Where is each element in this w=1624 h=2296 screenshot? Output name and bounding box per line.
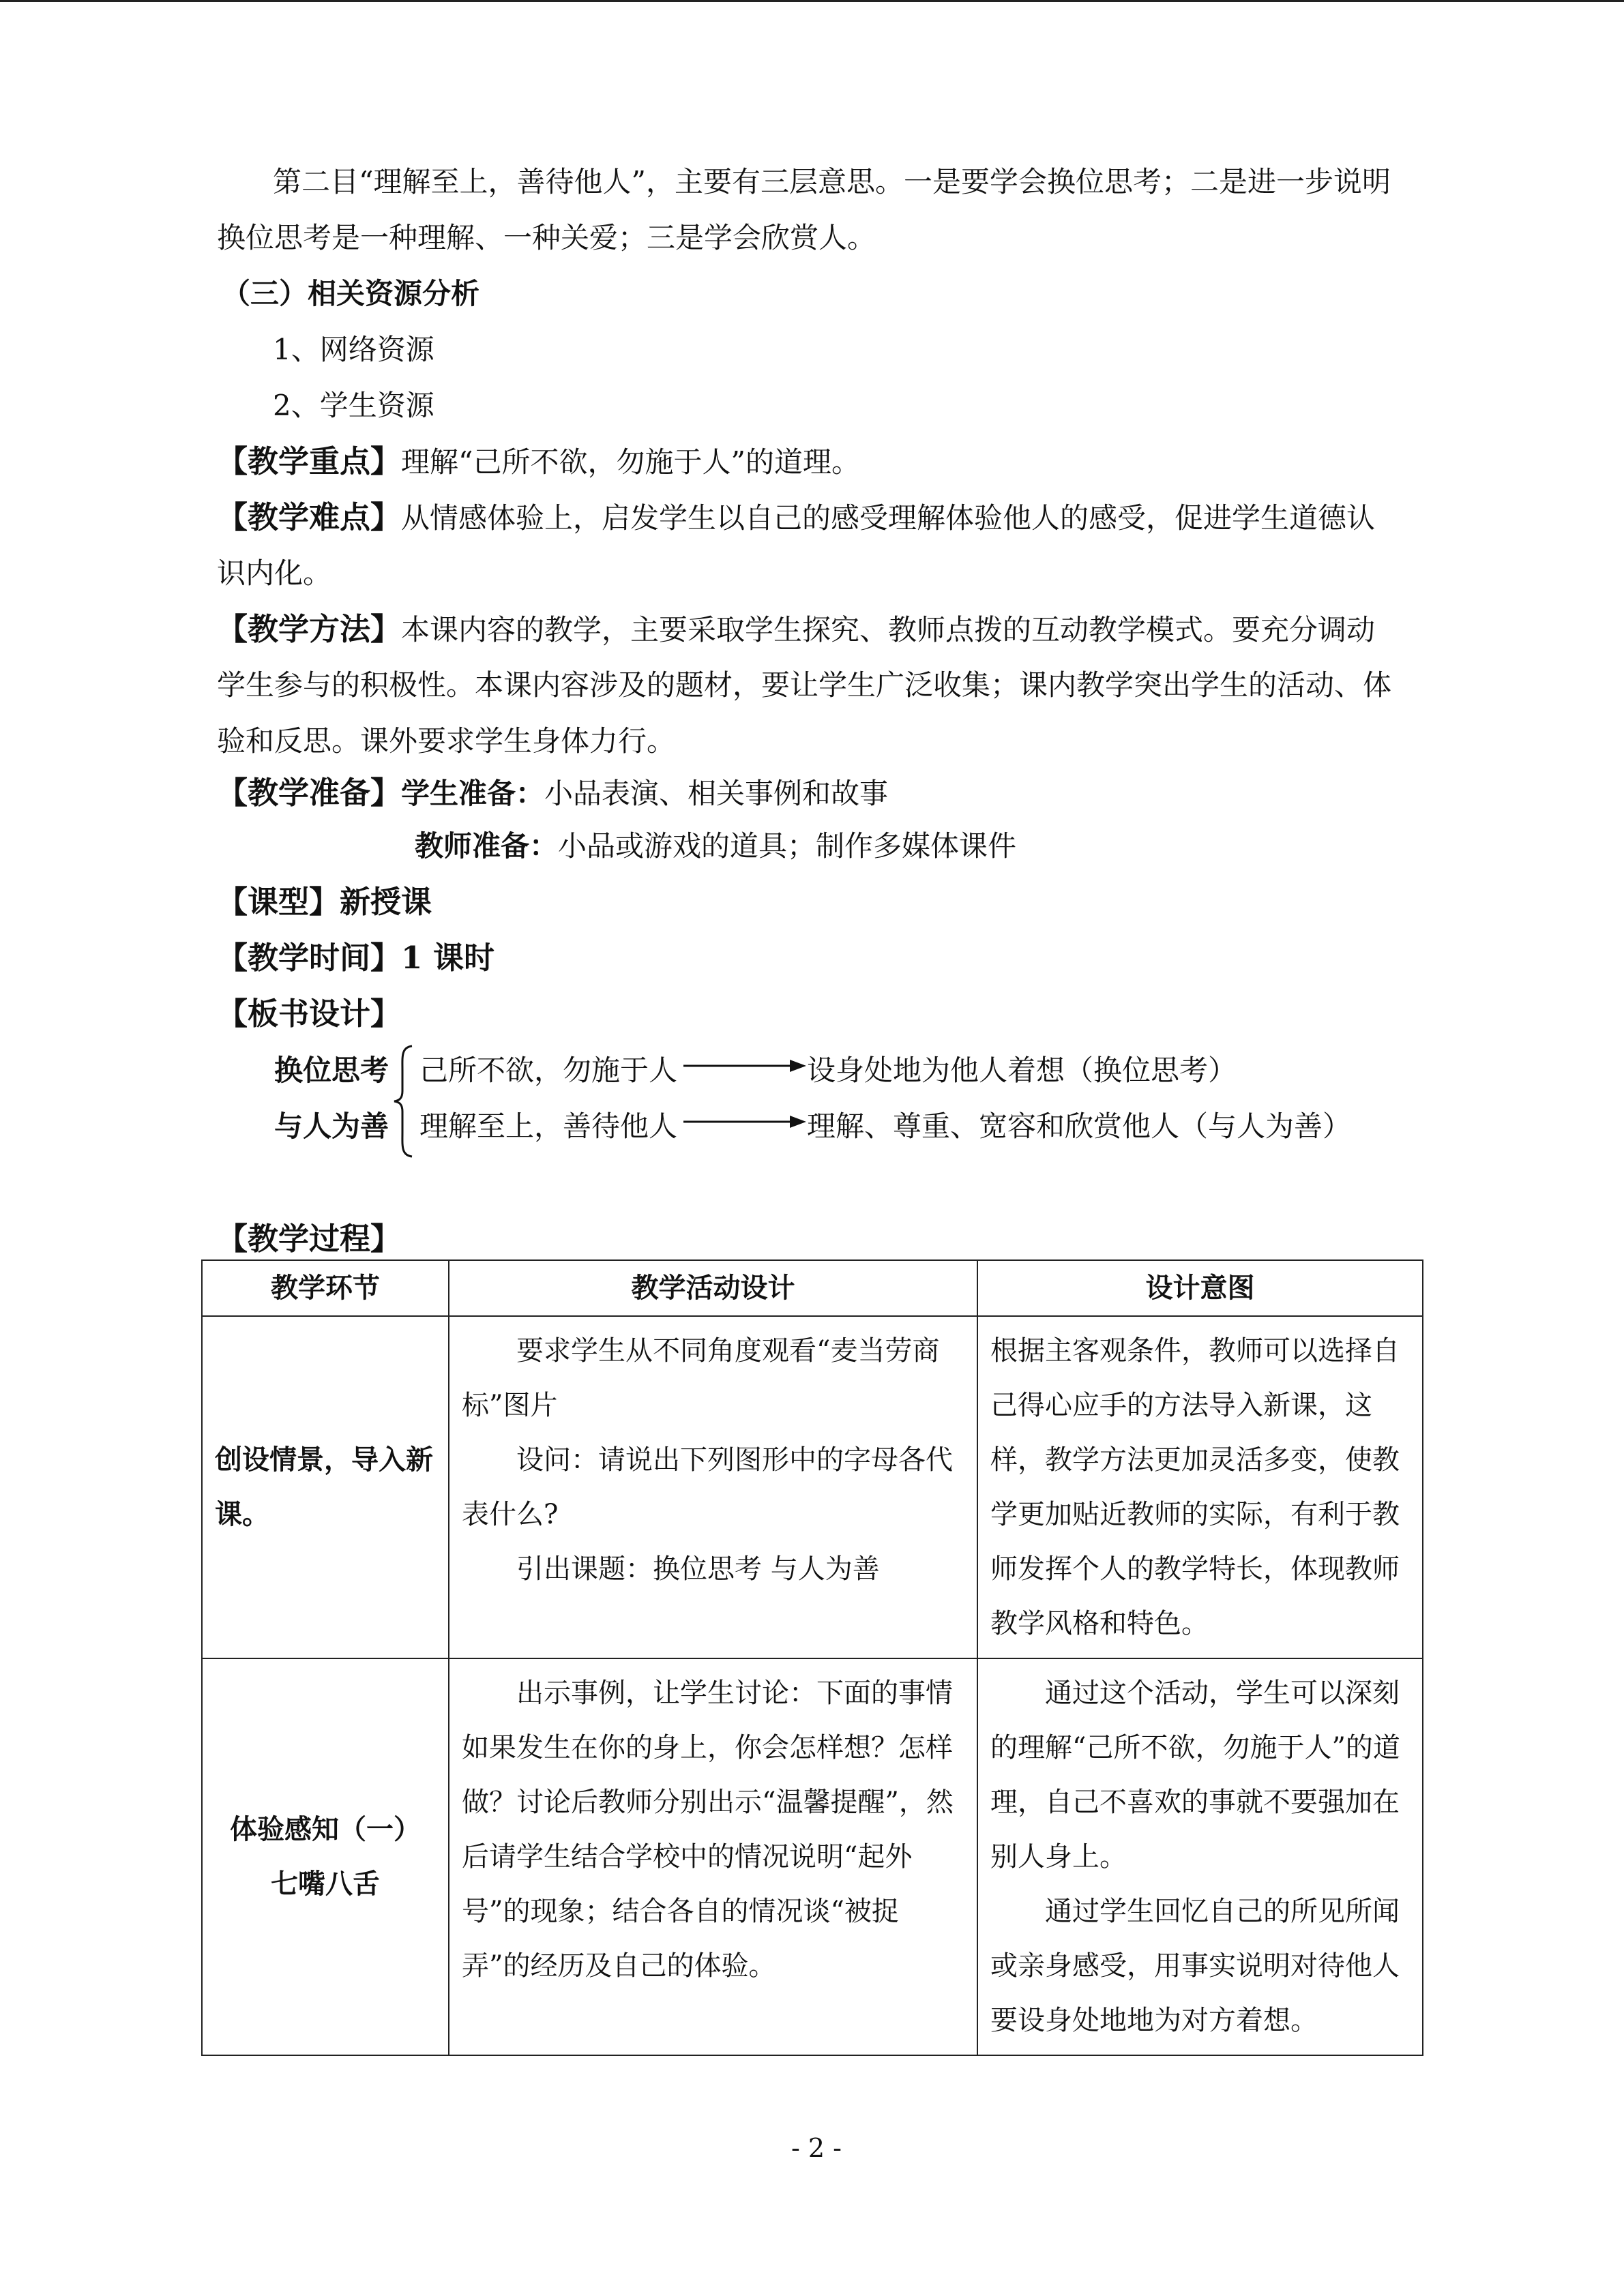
board-row1-mid: 己所不欲，勿施于人 (419, 1054, 678, 1087)
header-intent: 设计意图 (977, 1260, 1423, 1316)
board-left-2: 与人为善 (274, 1109, 389, 1143)
difficulty-text-1: 从情感体验上，启发学生以自己的感受理解体验他人的感受，促进学生道德认 (401, 501, 1376, 535)
arrow-right-icon (682, 1112, 808, 1132)
intent-paragraph: 根据主客观条件，教师可以选择自己得心应手的方法导入新课，这样，教学方法更加灵活多变，使教学更加贴近教师的实际，有利于教师发挥个人的教学特长，体现教师教学风格和特色。 (990, 1335, 1400, 1639)
prep-teacher-text: 小品或游戏的道具；制作多媒体课件 (558, 829, 1017, 863)
activity-cell (449, 1316, 977, 1658)
resource-item-network: 1、网络资源 (273, 333, 434, 366)
header-stage: 教学环节 (202, 1260, 449, 1316)
resources-title: （三）相关资源分析 (222, 277, 480, 310)
method-line-2: 学生参与的积极性。本课内容涉及的题材，要让学生广泛收集；课内教学突出学生的活动、体 (217, 668, 1392, 702)
table-row (202, 1316, 1423, 1658)
table-row (202, 1658, 1423, 2055)
difficulty-label: 【教学难点】 (217, 499, 402, 535)
table-header-row (202, 1260, 1423, 1316)
stage-cell (202, 1658, 449, 2055)
process-title: 【教学过程】 (217, 1221, 402, 1257)
method-text-1: 本课内容的教学，主要采取学生探究、教师点拨的互动教学模式。要充分调动 (401, 613, 1376, 646)
activity-paragraph: 出示事例，让学生讨论：下面的事情如果发生在你的身上，你会怎样想？怎样做？讨论后教师分别出示“温馨提醒”，然后请学生结合学校中的情况说明“起外号”的现象；结合各自的情况谈“被捉弄”的经历及自己的体验。 (462, 1678, 954, 1982)
board-row2-mid: 理解至上，善待他人 (419, 1109, 678, 1143)
prep-student-label: 学生准备： (401, 777, 545, 810)
board-title: 【板书设计】 (217, 996, 402, 1032)
stage-cell: 创设情景，导入新课。 (202, 1316, 449, 1658)
method-label: 【教学方法】 (217, 611, 402, 647)
prep-label: 【教学准备】 (217, 775, 402, 811)
intent-paragraph: 通过这个活动，学生可以深刻的理解“己所不欲，勿施于人”的道理，自己不喜欢的事就不要强加在别人身上。 (990, 1678, 1400, 1873)
board-row1-right: 设身处地为他人着想（换位思考） (807, 1054, 1237, 1087)
key-point-text: 理解“己所不欲，勿施于人”的道理。 (401, 445, 860, 479)
stage-line-2: 七嘴八舌 (271, 1868, 380, 1900)
intent-cell (977, 1658, 1423, 2055)
board-left-1: 换位思考 (274, 1054, 389, 1087)
intent-cell (977, 1316, 1423, 1658)
header-activity: 教学活动设计 (449, 1260, 977, 1316)
board-row2-right: 理解、尊重、宽容和欣赏他人（与人为善） (807, 1109, 1352, 1143)
teaching-process-table (201, 1259, 1423, 2056)
difficulty-line-1 (217, 490, 1375, 546)
prep-student-text: 小品表演、相关事例和故事 (544, 777, 889, 810)
prep-student-line (217, 765, 888, 822)
activity-paragraph: 要求学生从不同角度观看“麦当劳商标”图片 (462, 1335, 940, 1421)
arrow-right-icon (682, 1056, 808, 1076)
key-point-line (217, 434, 860, 490)
activity-cell (449, 1658, 977, 2055)
lesson-time: 【教学时间】1 课时 (217, 940, 494, 976)
top-border-line (0, 0, 1624, 2)
prep-teacher-label: 教师准备： (415, 829, 559, 863)
difficulty-line-2: 识内化。 (217, 556, 332, 590)
intent-paragraph: 通过学生回忆自己的所见所闻或亲身感受，用事实说明对待他人要设身处地地为对方着想。 (990, 1896, 1400, 2036)
key-point-label: 【教学重点】 (217, 443, 402, 479)
page-number: - 2 - (791, 2133, 842, 2163)
prep-teacher-line (415, 818, 1016, 874)
intro-line-2: 换位思考是一种理解、一种关爱；三是学会欣赏人。 (217, 221, 876, 254)
resource-item-student: 2、学生资源 (273, 389, 434, 422)
activity-paragraph: 设问：请说出下列图形中的字母各代表什么? (462, 1444, 953, 1530)
lesson-type: 【课型】新授课 (217, 884, 432, 920)
stage-line-1: 体验感知（一） (230, 1813, 421, 1845)
method-line-1 (217, 601, 1375, 658)
curly-brace-icon (390, 1043, 417, 1159)
activity-paragraph: 引出课题：换位思考 与人为善 (516, 1553, 880, 1585)
method-line-3: 验和反思。课外要求学生身体力行。 (217, 724, 676, 758)
intro-line-1: 第二目“理解至上，善待他人”，主要有三层意思。一是要学会换位思考；二是进一步说明 (273, 165, 1391, 198)
